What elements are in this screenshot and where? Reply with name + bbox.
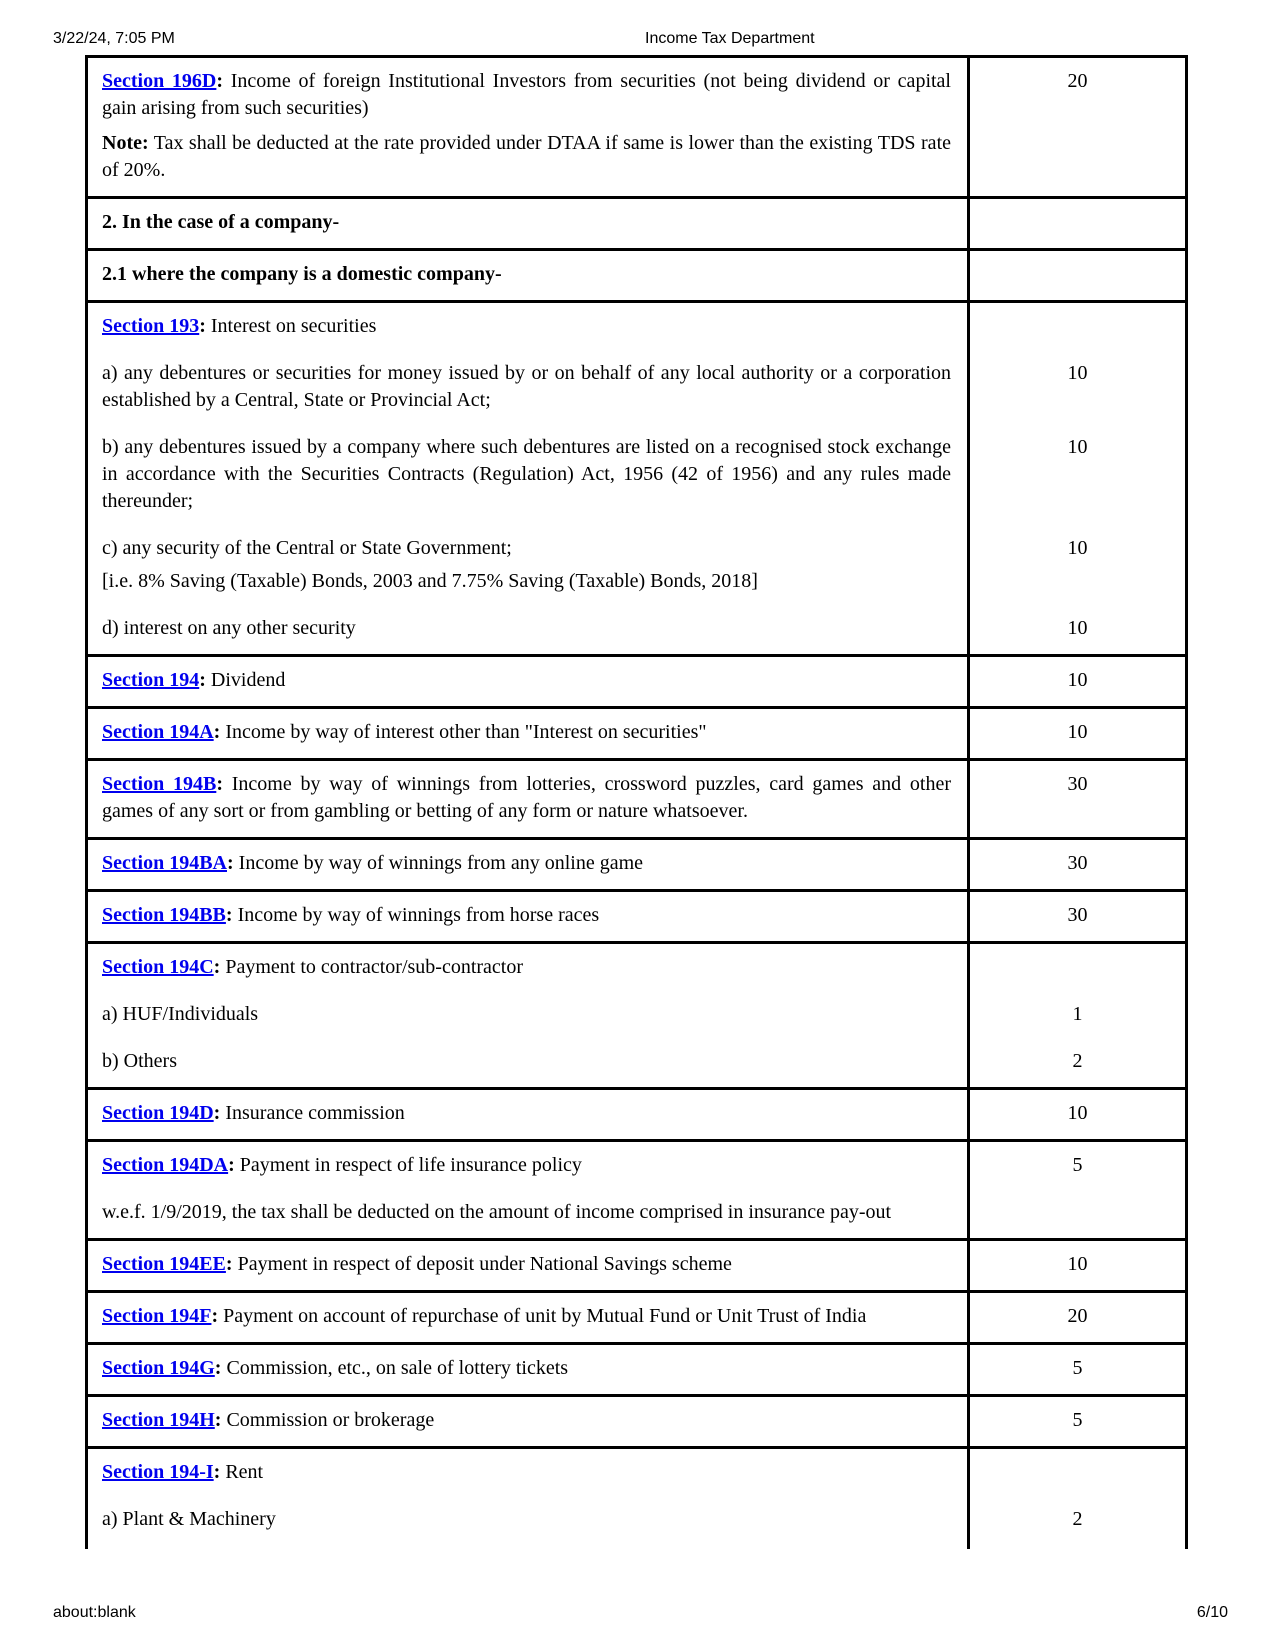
row-text: Payment in respect of deposit under National Savings scheme <box>232 1253 732 1275</box>
section-link[interactable]: Section 194A <box>102 721 214 743</box>
row-description <box>88 719 967 746</box>
section-colon: : <box>214 1357 222 1379</box>
row-description <box>88 1001 967 1028</box>
row-description <box>88 313 967 340</box>
row-description <box>88 261 967 288</box>
table-row <box>88 1394 1185 1446</box>
table-row <box>88 248 1185 300</box>
section-link[interactable]: Section 194-I <box>102 1461 214 1483</box>
row-description <box>88 1355 967 1382</box>
section-link[interactable]: Section 194BA <box>102 852 227 874</box>
section-link[interactable]: Section 194D <box>102 1102 214 1124</box>
section-link[interactable]: Section 196D <box>102 70 217 92</box>
table-row <box>88 58 1185 196</box>
rate-value: 10 <box>1067 1253 1088 1275</box>
rate-value: 1 <box>1072 1003 1083 1025</box>
row-text: Interest on securities <box>205 315 377 337</box>
rate-value: 10 <box>1067 436 1088 458</box>
row-text: a) HUF/Individuals <box>102 1003 259 1025</box>
rate-value: 2 <box>1072 1508 1083 1530</box>
row-description <box>88 1048 967 1075</box>
table-row <box>88 758 1185 837</box>
section-link[interactable]: Section 194G <box>102 1357 215 1379</box>
section-colon: : <box>199 315 206 337</box>
row-heading: 2. In the case of a company- <box>102 211 340 233</box>
row-description <box>88 1152 967 1179</box>
header-datetime: 3/22/24, 7:05 PM <box>53 30 175 47</box>
section-link[interactable]: Section 194BB <box>102 904 226 926</box>
row-description <box>88 850 967 877</box>
rate-value: 30 <box>1067 773 1088 795</box>
rate-value: 10 <box>1067 537 1088 559</box>
row-description <box>88 954 967 981</box>
rate-value: 10 <box>1067 721 1088 743</box>
row-text: Commission, etc., on sale of lottery tickets <box>221 1357 569 1379</box>
row-text: Tax shall be deducted at the rate provided under DTAA if same is lower than the existing TDS rate of 20%. <box>102 132 951 181</box>
section-link[interactable]: Section 194H <box>102 1409 215 1431</box>
table-row <box>88 300 1185 654</box>
rate-value <box>967 1199 1185 1226</box>
rate-value: 5 <box>1072 1154 1083 1176</box>
table-row <box>88 1342 1185 1394</box>
row-text: Income by way of winnings from horse races <box>232 904 600 926</box>
rate-value <box>967 313 1185 340</box>
rate-value <box>967 1459 1185 1486</box>
section-link[interactable]: Section 194DA <box>102 1154 229 1176</box>
section-link[interactable]: Section 193 <box>102 315 200 337</box>
section-colon: : <box>213 956 221 978</box>
rate-value: 10 <box>1067 669 1088 691</box>
table-row <box>88 1238 1185 1290</box>
row-text: a) any debentures or securities for money issued by or on behalf of any local authority or a corporation established by a Central, State or Provincial Act; <box>102 362 951 411</box>
row-text: Payment in respect of life insurance policy <box>234 1154 582 1176</box>
row-text-secondary: [i.e. 8% Saving (Taxable) Bonds, 2003 and 7.75% Saving (Taxable) Bonds, 2018] <box>102 570 758 592</box>
row-text: a) Plant & Machinery <box>102 1508 276 1530</box>
row-description <box>88 615 967 642</box>
row-description <box>88 535 967 595</box>
section-colon: : <box>213 1461 221 1483</box>
section-link[interactable]: Section 194B <box>102 773 217 795</box>
table-row <box>88 889 1185 941</box>
tds-table <box>85 55 1188 1549</box>
section-colon: : <box>216 70 224 92</box>
row-text: Income of foreign Institutional Investors from securities (not being dividend or capital gain arising from such securities) <box>102 70 951 119</box>
row-text: Income by way of interest other than "Interest on securities" <box>220 721 707 743</box>
rate-value: 10 <box>1067 1102 1088 1124</box>
row-description <box>88 1459 967 1486</box>
row-heading: 2.1 where the company is a domestic company- <box>102 263 502 285</box>
table-row <box>88 196 1185 248</box>
row-description <box>88 360 967 414</box>
row-description <box>88 1199 967 1226</box>
table-row <box>88 941 1185 1087</box>
row-description <box>88 667 967 694</box>
rate-value: 30 <box>1067 904 1088 926</box>
row-text: Rent <box>220 1461 264 1483</box>
rate-value: 2 <box>1072 1050 1083 1072</box>
header-title: Income Tax Department <box>645 30 815 47</box>
row-text: Insurance commission <box>220 1102 405 1124</box>
row-text: c) any security of the Central or State Government; <box>102 537 512 559</box>
row-description <box>88 1303 967 1330</box>
row-description <box>88 130 967 184</box>
footer-url: about:blank <box>53 1604 136 1621</box>
row-text: Payment on account of repurchase of unit by Mutual Fund or Unit Trust of India <box>218 1305 867 1327</box>
row-description <box>88 1100 967 1127</box>
footer-page-number: 6/10 <box>1196 1604 1228 1621</box>
rate-value <box>967 261 1185 288</box>
section-colon: : <box>214 1409 222 1431</box>
row-description <box>88 68 967 122</box>
section-link[interactable]: Section 194F <box>102 1305 212 1327</box>
section-colon: : <box>211 1305 219 1327</box>
row-description <box>88 1407 967 1434</box>
row-text: w.e.f. 1/9/2019, the tax shall be deducted on the amount of income comprised in insurance pay-out <box>102 1201 892 1223</box>
section-link[interactable]: Section 194EE <box>102 1253 226 1275</box>
row-text: Commission or brokerage <box>221 1409 435 1431</box>
section-link[interactable]: Section 194C <box>102 956 214 978</box>
row-text: Dividend <box>205 669 286 691</box>
rate-value <box>967 209 1185 236</box>
rate-value: 10 <box>1067 362 1088 384</box>
section-colon: : <box>227 852 234 874</box>
rate-value: 20 <box>1067 70 1088 92</box>
row-description <box>88 209 967 236</box>
table-row <box>88 1139 1185 1238</box>
section-colon: : <box>228 1154 235 1176</box>
row-text: Income by way of winnings from lotteries, crossword puzzles, card games and other games of any sort or from gambling or betting of any form or nature whatsoever. <box>102 773 951 822</box>
section-colon: : <box>199 669 206 691</box>
rate-value: 5 <box>1072 1357 1083 1379</box>
row-text: b) Others <box>102 1050 177 1072</box>
section-colon: : <box>213 721 221 743</box>
note-label: Note: <box>102 132 149 154</box>
row-description <box>88 1251 967 1278</box>
row-text: Payment to contractor/sub-contractor <box>220 956 524 978</box>
row-text: d) interest on any other security <box>102 617 356 639</box>
section-colon: : <box>216 773 223 795</box>
section-colon: : <box>225 1253 233 1275</box>
rate-value: 5 <box>1072 1409 1083 1431</box>
rate-value <box>967 954 1185 981</box>
table-row <box>88 654 1185 706</box>
row-text: Income by way of winnings from any online game <box>233 852 644 874</box>
rate-value: 20 <box>1067 1305 1088 1327</box>
row-description <box>88 902 967 929</box>
table-row <box>88 837 1185 889</box>
table-row <box>88 1087 1185 1139</box>
rate-value: 10 <box>1067 617 1088 639</box>
section-link[interactable]: Section 194 <box>102 669 200 691</box>
rate-value: 30 <box>1067 852 1088 874</box>
row-description <box>88 771 967 825</box>
row-description <box>88 1506 967 1533</box>
row-text: b) any debentures issued by a company where such debentures are listed on a recognised stock exchange in accordance with the Securities Contracts (Regulation) Act, 1956 (42 of 1956) and any rules made thereunder; <box>102 436 951 512</box>
rate-value <box>967 130 1185 184</box>
section-colon: : <box>213 1102 221 1124</box>
section-colon: : <box>225 904 233 926</box>
table-row <box>88 706 1185 758</box>
row-description <box>88 434 967 515</box>
table-row <box>88 1290 1185 1342</box>
table-row <box>88 1446 1185 1549</box>
